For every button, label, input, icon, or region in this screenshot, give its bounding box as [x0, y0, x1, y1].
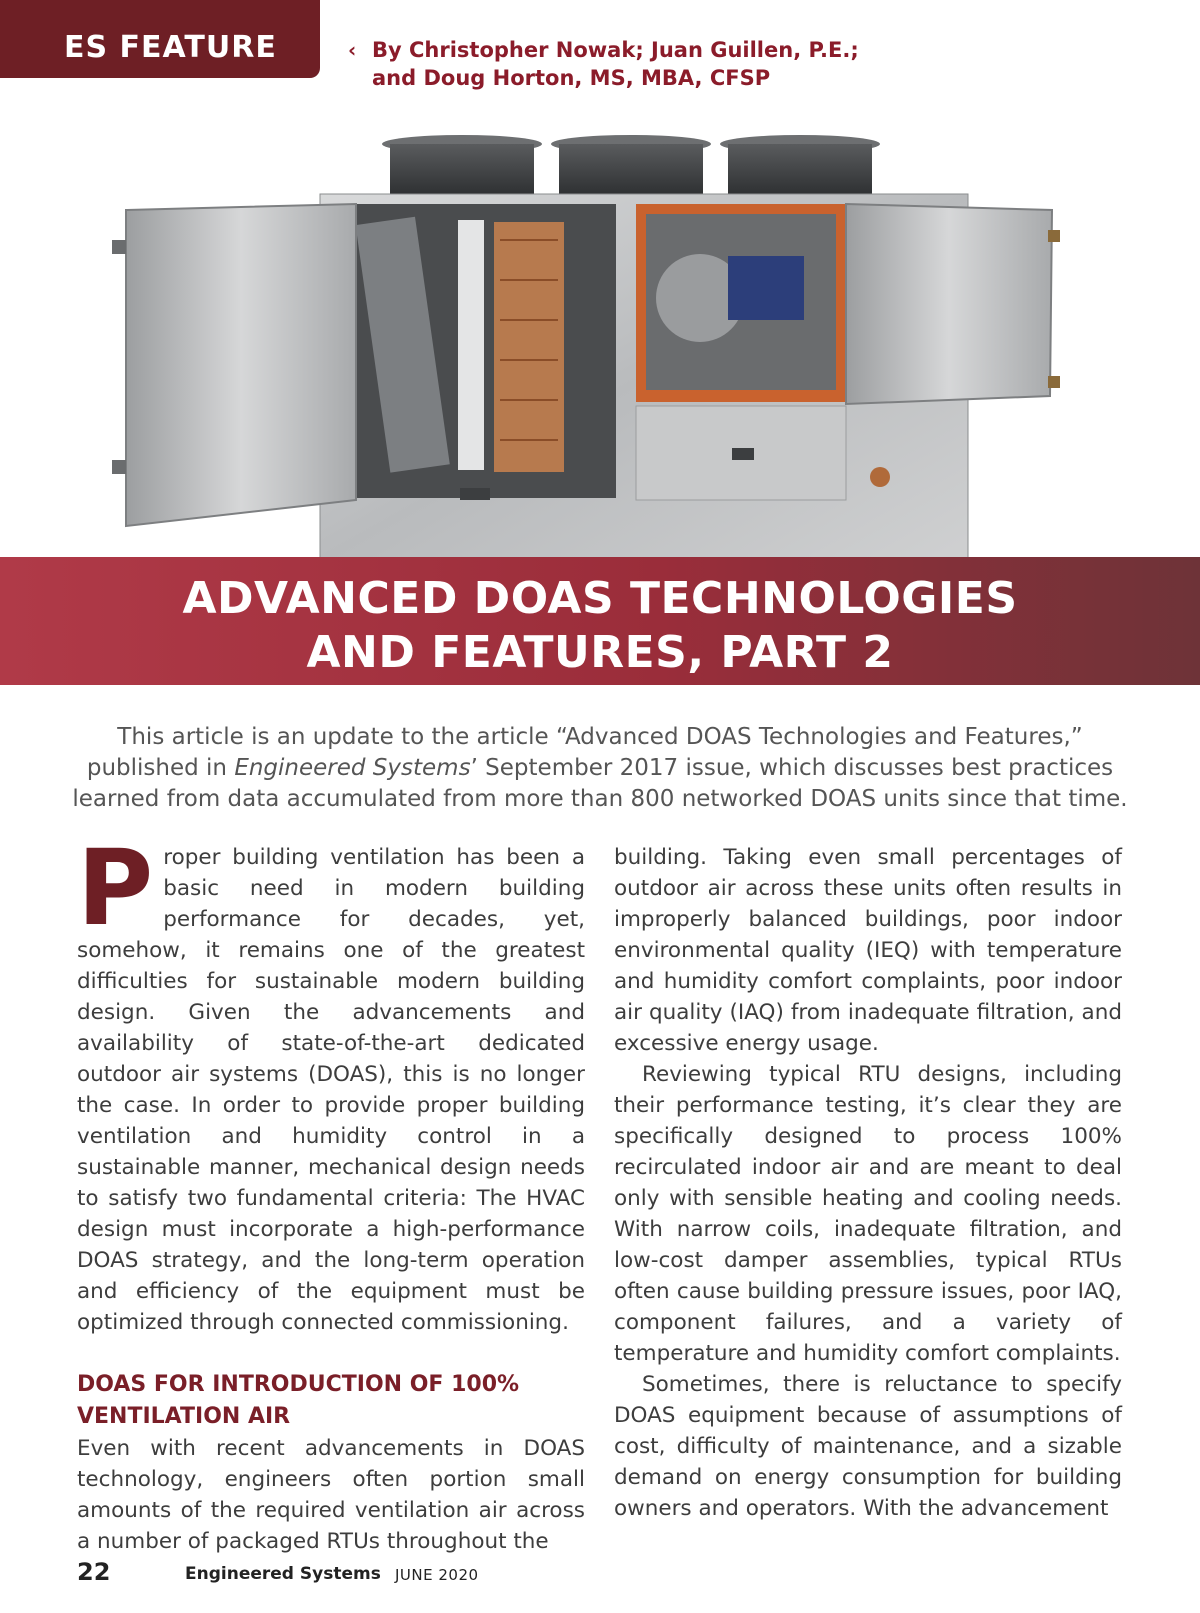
byline-line-2: and Doug Horton, MS, MBA, CFSP [372, 66, 771, 90]
paragraph-4: Reviewing typical RTU designs, including their performance testing, it’s clear they are specifically designed to process 100% recirculated indoor air and are meant to deal only with sensible heating and cooling needs. With narrow coils, inadequate filtration, and low-cost damper assemblies, typical RTUs often cause building pressure issues, poor IAQ, component failures, and a variety of temperature and humidity comfort complaints. [614, 1062, 1122, 1366]
intro-text-2: ’ September 2017 issue, which discusses best practices learned from data accumulated from more than 800 networked DOAS units since that time. [72, 755, 1128, 812]
drop-cap: P [77, 827, 154, 949]
paragraph-2: Even with recent advancements in DOAS technology, engineers often portion small amounts of the required ventilation air across a number of packaged RTUs throughout the [77, 1436, 585, 1554]
intro-text-1: This article is an update to the article “Advanced DOAS Technologies and Features,” published in [86, 724, 1083, 781]
doas-unit-photo [0, 110, 1200, 560]
article-title-line-2: AND FEATURES, PART 2 [306, 627, 894, 678]
paragraph-1-text: roper building ventilation has been a basic need in modern building performance for decades, yet, somehow, it remains one of the greatest difficulties for sustainable modern building design. Given the advancements and availability of state-of-the-art dedicated outdoor air systems (DOAS), this is no longer the case. In order to provide proper building ventilation and humidity control in a sustainable manner, mechanical design needs to satisfy two fundamental criteria: The HVAC design must incorporate a high-performance DOAS strategy, and the long-term operation and efficiency of the equipment must be optimized through connected commissioning. [77, 845, 585, 1335]
paragraph-1 [77, 827, 585, 1338]
intro-italic-publication: Engineered Systems [234, 755, 471, 781]
paragraph-3: building. Taking even small percentages of outdoor air across these units often results in improperly balanced buildings, poor indoor environmental quality (IEQ) with temperature and humidity comfort complaints, poor indoor air quality (IAQ) from inadequate filtration, and excessive energy usage. [614, 845, 1122, 1056]
intro-deck [60, 722, 1140, 815]
section-tab-label: ES FEATURE [64, 30, 277, 65]
issue-date: JUNE 2020 [395, 1566, 479, 1584]
section-tab [0, 0, 320, 78]
title-banner [0, 557, 1200, 685]
section-subhead: DOAS FOR INTRODUCTION OF 100% VENTILATION AIR [77, 1372, 520, 1429]
body-column-left [77, 827, 585, 1557]
byline-line-1: By Christopher Nowak; Juan Guillen, P.E.; [372, 38, 859, 62]
article-title-line-1: ADVANCED DOAS TECHNOLOGIES [182, 573, 1018, 624]
fan-hoods [382, 135, 880, 194]
page-number: 22 [77, 1558, 111, 1586]
paragraph-5: Sometimes, there is reluctance to specify DOAS equipment because of assumptions of cost, difficulty of maintenance, and a sizable demand on energy consumption for building owners and operators. With the advancement [614, 1372, 1122, 1521]
body-column-right [614, 842, 1122, 1524]
publication-name: Engineered Systems [185, 1564, 381, 1584]
chevron-left-icon: ‹ [348, 38, 357, 62]
